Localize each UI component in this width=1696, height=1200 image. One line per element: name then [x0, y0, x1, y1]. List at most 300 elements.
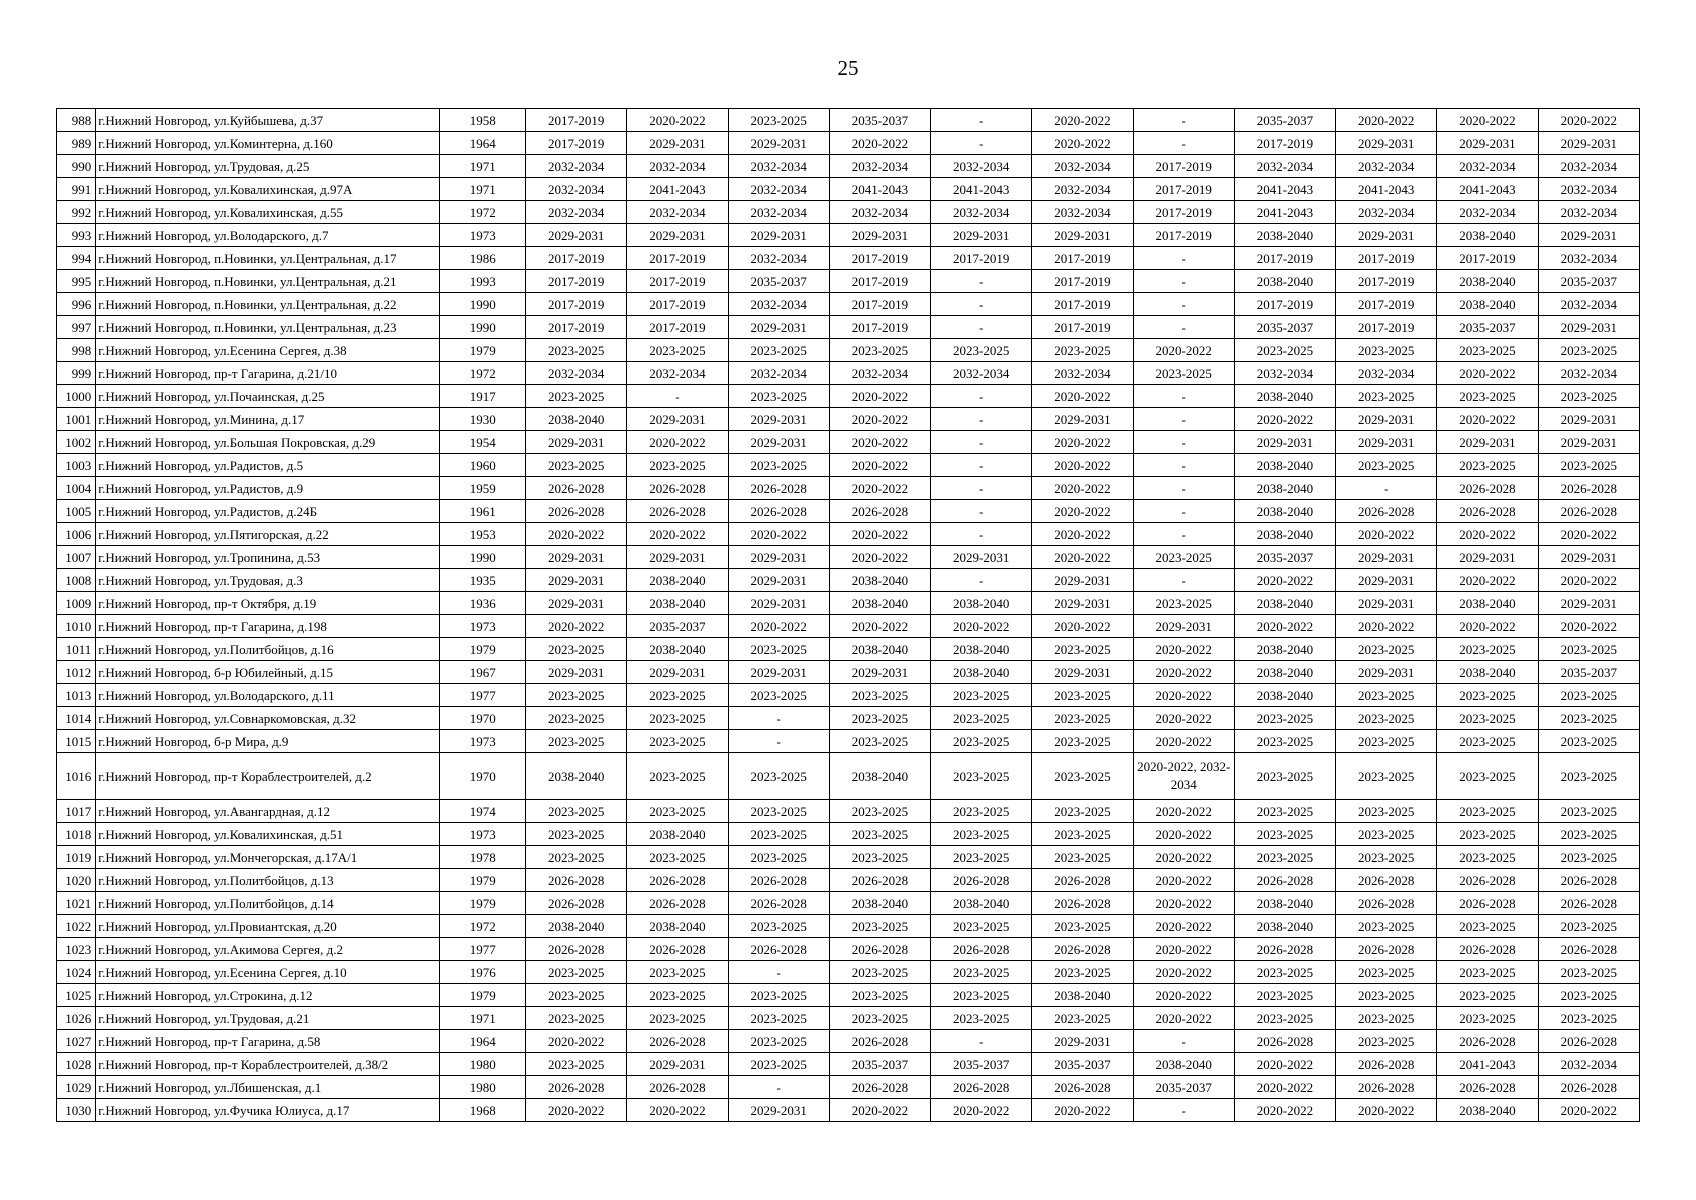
row-number-cell: 1013: [57, 684, 96, 707]
address-cell: г.Нижний Новгород, ул.Политбойцов, д.13: [96, 869, 440, 892]
period-cell: 2026-2028: [728, 500, 829, 523]
row-number-cell: 1005: [57, 500, 96, 523]
address-cell: г.Нижний Новгород, ул.Фучика Юлиуса, д.17: [96, 1099, 440, 1122]
period-cell: 2023-2025: [1437, 800, 1538, 823]
period-cell: 2035-2037: [829, 109, 930, 132]
table-body: [57, 109, 1640, 1122]
build-year-cell: 1980: [440, 1076, 526, 1099]
period-cell: 2023-2025: [1538, 915, 1639, 938]
period-cell: 2023-2025: [728, 915, 829, 938]
period-cell: 2020-2022: [627, 431, 728, 454]
period-cell: 2038-2040: [627, 638, 728, 661]
period-cell: -: [1133, 132, 1234, 155]
period-cell: 2020-2022: [829, 615, 930, 638]
period-cell: 2023-2025: [1234, 707, 1335, 730]
row-number-cell: 999: [57, 362, 96, 385]
period-cell: 2032-2034: [1437, 201, 1538, 224]
table-row: [57, 661, 1640, 684]
table-row: [57, 869, 1640, 892]
build-year-cell: 1993: [440, 270, 526, 293]
period-cell: 2026-2028: [1538, 1030, 1639, 1053]
period-cell: -: [931, 431, 1032, 454]
period-cell: 2017-2019: [931, 247, 1032, 270]
build-year-cell: 1964: [440, 132, 526, 155]
period-cell: 2029-2031: [1538, 592, 1639, 615]
period-cell: 2023-2025: [526, 800, 627, 823]
period-cell: 2032-2034: [1336, 201, 1437, 224]
period-cell: 2032-2034: [1437, 155, 1538, 178]
period-cell: 2038-2040: [627, 592, 728, 615]
period-cell: 2032-2034: [728, 362, 829, 385]
period-cell: 2023-2025: [1032, 800, 1133, 823]
period-cell: 2038-2040: [627, 915, 728, 938]
period-cell: 2026-2028: [1234, 938, 1335, 961]
period-cell: 2026-2028: [1538, 938, 1639, 961]
period-cell: 2020-2022: [1133, 892, 1234, 915]
table-row: [57, 500, 1640, 523]
address-cell: г.Нижний Новгород, пр-т Гагарина, д.58: [96, 1030, 440, 1053]
build-year-cell: 1936: [440, 592, 526, 615]
period-cell: -: [1133, 270, 1234, 293]
period-cell: 2029-2031: [1032, 408, 1133, 431]
build-year-cell: 1958: [440, 109, 526, 132]
page-number: 25: [837, 56, 859, 80]
period-cell: -: [1133, 500, 1234, 523]
period-cell: 2023-2025: [627, 800, 728, 823]
build-year-cell: 1973: [440, 615, 526, 638]
period-cell: -: [1133, 523, 1234, 546]
period-cell: 2023-2025: [728, 385, 829, 408]
period-cell: 2035-2037: [1538, 270, 1639, 293]
period-cell: 2029-2031: [829, 224, 930, 247]
row-number-cell: 1017: [57, 800, 96, 823]
period-cell: 2026-2028: [1538, 892, 1639, 915]
period-cell: 2023-2025: [829, 915, 930, 938]
build-year-cell: 1964: [440, 1030, 526, 1053]
build-year-cell: 1935: [440, 569, 526, 592]
period-cell: 2038-2040: [931, 592, 1032, 615]
period-cell: 2023-2025: [1538, 1007, 1639, 1030]
row-number-cell: 1020: [57, 869, 96, 892]
row-number-cell: 1001: [57, 408, 96, 431]
period-cell: 2029-2031: [1336, 132, 1437, 155]
period-cell: 2029-2031: [1032, 592, 1133, 615]
period-cell: 2023-2025: [627, 961, 728, 984]
build-year-cell: 1979: [440, 869, 526, 892]
period-cell: -: [931, 385, 1032, 408]
address-cell: г.Нижний Новгород, пр-т Октября, д.19: [96, 592, 440, 615]
period-cell: 2017-2019: [627, 293, 728, 316]
period-cell: 2029-2031: [728, 569, 829, 592]
period-cell: 2038-2040: [829, 638, 930, 661]
table-row: [57, 938, 1640, 961]
period-cell: 2020-2022: [829, 1099, 930, 1122]
period-cell: 2038-2040: [627, 569, 728, 592]
period-cell: 2017-2019: [1437, 247, 1538, 270]
period-cell: 2023-2025: [931, 730, 1032, 753]
period-cell: 2023-2025: [931, 707, 1032, 730]
period-cell: 2023-2025: [1538, 800, 1639, 823]
address-cell: г.Нижний Новгород, ул.Радистов, д.24Б: [96, 500, 440, 523]
period-cell: 2029-2031: [627, 1053, 728, 1076]
period-cell: 2029-2031: [526, 661, 627, 684]
period-cell: 2023-2025: [829, 823, 930, 846]
period-cell: 2029-2031: [1336, 546, 1437, 569]
period-cell: 2038-2040: [627, 823, 728, 846]
row-number-cell: 1007: [57, 546, 96, 569]
period-cell: 2029-2031: [526, 592, 627, 615]
period-cell: 2020-2022: [1336, 109, 1437, 132]
period-cell: 2041-2043: [627, 178, 728, 201]
build-year-cell: 1954: [440, 431, 526, 454]
period-cell: 2032-2034: [931, 155, 1032, 178]
row-number-cell: 1011: [57, 638, 96, 661]
period-cell: 2026-2028: [1234, 869, 1335, 892]
period-cell: 2029-2031: [1538, 316, 1639, 339]
address-cell: г.Нижний Новгород, ул.Почаинская, д.25: [96, 385, 440, 408]
build-year-cell: 1971: [440, 155, 526, 178]
period-cell: 2023-2025: [526, 730, 627, 753]
period-cell: 2017-2019: [1234, 132, 1335, 155]
period-cell: 2017-2019: [627, 247, 728, 270]
build-year-cell: 1990: [440, 546, 526, 569]
period-cell: 2023-2025: [728, 846, 829, 869]
period-cell: 2020-2022: [1437, 523, 1538, 546]
period-cell: 2032-2034: [1336, 362, 1437, 385]
row-number-cell: 996: [57, 293, 96, 316]
period-cell: 2029-2031: [526, 224, 627, 247]
table-row: [57, 408, 1640, 431]
table-row: [57, 201, 1640, 224]
period-cell: 2026-2028: [1538, 1076, 1639, 1099]
period-cell: 2038-2040: [829, 592, 930, 615]
period-cell: 2020-2022: [526, 1030, 627, 1053]
address-cell: г.Нижний Новгород, ул.Трудовая, д.3: [96, 569, 440, 592]
period-cell: 2029-2031: [627, 408, 728, 431]
period-cell: 2029-2031: [627, 661, 728, 684]
period-cell: 2035-2037: [1234, 109, 1335, 132]
period-cell: 2023-2025: [1336, 915, 1437, 938]
address-cell: г.Нижний Новгород, ул.Ковалихинская, д.55: [96, 201, 440, 224]
period-cell: 2023-2025: [829, 730, 930, 753]
period-cell: 2029-2031: [1538, 408, 1639, 431]
address-cell: г.Нижний Новгород, ул.Минина, д.17: [96, 408, 440, 431]
address-cell: г.Нижний Новгород, ул.Радистов, д.9: [96, 477, 440, 500]
period-cell: 2017-2019: [1336, 316, 1437, 339]
period-cell: 2023-2025: [526, 961, 627, 984]
period-cell: 2020-2022: [1032, 109, 1133, 132]
period-cell: 2023-2025: [829, 684, 930, 707]
table-row: [57, 247, 1640, 270]
build-year-cell: 1972: [440, 915, 526, 938]
build-year-cell: 1972: [440, 362, 526, 385]
row-number-cell: 1021: [57, 892, 96, 915]
period-cell: 2020-2022: [728, 615, 829, 638]
period-cell: 2020-2022: [829, 477, 930, 500]
period-cell: 2023-2025: [627, 707, 728, 730]
build-year-cell: 1971: [440, 1007, 526, 1030]
period-cell: 2032-2034: [728, 293, 829, 316]
period-cell: 2038-2040: [1234, 592, 1335, 615]
period-cell: 2029-2031: [526, 546, 627, 569]
period-cell: 2023-2025: [1437, 984, 1538, 1007]
period-cell: 2023-2025: [1336, 800, 1437, 823]
period-cell: 2029-2031: [931, 546, 1032, 569]
period-cell: 2041-2043: [1234, 201, 1335, 224]
period-cell: 2020-2022: [829, 546, 930, 569]
period-cell: 2023-2025: [728, 109, 829, 132]
period-cell: 2029-2031: [1336, 431, 1437, 454]
period-cell: 2026-2028: [1336, 500, 1437, 523]
period-cell: 2020-2022: [931, 1099, 1032, 1122]
period-cell: -: [931, 316, 1032, 339]
period-cell: 2023-2025: [1538, 638, 1639, 661]
build-year-cell: 1930: [440, 408, 526, 431]
period-cell: 2032-2034: [1032, 201, 1133, 224]
period-cell: 2032-2034: [1032, 155, 1133, 178]
period-cell: 2026-2028: [1336, 1076, 1437, 1099]
period-cell: 2038-2040: [1234, 500, 1335, 523]
build-year-cell: 1979: [440, 892, 526, 915]
period-cell: 2017-2019: [829, 293, 930, 316]
period-cell: 2020-2022: [1133, 823, 1234, 846]
period-cell: 2032-2034: [526, 155, 627, 178]
period-cell: 2032-2034: [931, 201, 1032, 224]
period-cell: 2032-2034: [728, 247, 829, 270]
period-cell: 2020-2022: [1133, 869, 1234, 892]
address-cell: г.Нижний Новгород, ул.Строкина, д.12: [96, 984, 440, 1007]
address-cell: г.Нижний Новгород, ул.Есенина Сергея, д.10: [96, 961, 440, 984]
period-cell: 2023-2025: [1336, 638, 1437, 661]
row-number-cell: 989: [57, 132, 96, 155]
period-cell: -: [1133, 247, 1234, 270]
table-row: [57, 155, 1640, 178]
period-cell: 2020-2022: [1133, 800, 1234, 823]
period-cell: 2038-2040: [829, 892, 930, 915]
period-cell: 2023-2025: [829, 339, 930, 362]
period-cell: 2032-2034: [1336, 155, 1437, 178]
period-cell: 2029-2031: [627, 132, 728, 155]
row-number-cell: 997: [57, 316, 96, 339]
row-number-cell: 1012: [57, 661, 96, 684]
table-row: [57, 892, 1640, 915]
row-number-cell: 1028: [57, 1053, 96, 1076]
period-cell: 2026-2028: [728, 869, 829, 892]
period-cell: 2020-2022: [1133, 938, 1234, 961]
build-year-cell: 1977: [440, 938, 526, 961]
period-cell: 2035-2037: [1538, 661, 1639, 684]
table-row: [57, 477, 1640, 500]
period-cell: 2038-2040: [1234, 270, 1335, 293]
period-cell: 2020-2022: [1032, 500, 1133, 523]
period-cell: -: [728, 961, 829, 984]
address-cell: г.Нижний Новгород, ул.Авангардная, д.12: [96, 800, 440, 823]
period-cell: -: [728, 1076, 829, 1099]
period-cell: 2026-2028: [1538, 869, 1639, 892]
build-year-cell: 1970: [440, 707, 526, 730]
period-cell: 2023-2025: [931, 684, 1032, 707]
build-year-cell: 1976: [440, 961, 526, 984]
address-cell: г.Нижний Новгород, ул.Провиантская, д.20: [96, 915, 440, 938]
period-cell: 2017-2019: [1032, 316, 1133, 339]
period-cell: -: [1133, 454, 1234, 477]
period-cell: 2026-2028: [526, 1076, 627, 1099]
table-row: [57, 339, 1640, 362]
period-cell: 2038-2040: [1234, 638, 1335, 661]
row-number-cell: 1030: [57, 1099, 96, 1122]
period-cell: 2023-2025: [931, 846, 1032, 869]
period-cell: 2032-2034: [829, 362, 930, 385]
period-cell: 2020-2022: [1437, 362, 1538, 385]
period-cell: 2023-2025: [1538, 984, 1639, 1007]
period-cell: 2026-2028: [1538, 500, 1639, 523]
table-row: [57, 730, 1640, 753]
build-year-cell: 1990: [440, 293, 526, 316]
period-cell: 2017-2019: [1133, 155, 1234, 178]
period-cell: 2023-2025: [931, 823, 1032, 846]
period-cell: 2023-2025: [526, 638, 627, 661]
address-cell: г.Нижний Новгород, ул.Ковалихинская, д.51: [96, 823, 440, 846]
period-cell: 2032-2034: [728, 201, 829, 224]
period-cell: 2020-2022, 2032-2034: [1133, 753, 1234, 800]
period-cell: 2023-2025: [1437, 385, 1538, 408]
period-cell: 2020-2022: [526, 615, 627, 638]
period-cell: 2029-2031: [627, 546, 728, 569]
period-cell: 2023-2025: [1336, 454, 1437, 477]
period-cell: 2020-2022: [1538, 523, 1639, 546]
row-number-cell: 995: [57, 270, 96, 293]
build-year-cell: 1968: [440, 1099, 526, 1122]
build-year-cell: 1979: [440, 339, 526, 362]
period-cell: 2023-2025: [1336, 961, 1437, 984]
period-cell: 2026-2028: [526, 869, 627, 892]
period-cell: 2017-2019: [526, 270, 627, 293]
period-cell: 2029-2031: [728, 316, 829, 339]
period-cell: 2017-2019: [1336, 247, 1437, 270]
row-number-cell: 1024: [57, 961, 96, 984]
period-cell: 2026-2028: [931, 938, 1032, 961]
period-cell: 2023-2025: [627, 339, 728, 362]
period-cell: 2023-2025: [1437, 730, 1538, 753]
period-cell: 2020-2022: [1133, 961, 1234, 984]
period-cell: 2026-2028: [627, 938, 728, 961]
address-cell: г.Нижний Новгород, ул.Акимова Сергея, д.2: [96, 938, 440, 961]
period-cell: 2038-2040: [1234, 661, 1335, 684]
period-cell: -: [1133, 1099, 1234, 1122]
period-cell: 2017-2019: [1032, 247, 1133, 270]
period-cell: 2020-2022: [1234, 615, 1335, 638]
period-cell: 2032-2034: [1234, 155, 1335, 178]
period-cell: 2017-2019: [526, 293, 627, 316]
period-cell: 2020-2022: [1032, 431, 1133, 454]
period-cell: 2038-2040: [1437, 661, 1538, 684]
period-cell: 2026-2028: [931, 869, 1032, 892]
period-cell: 2020-2022: [1234, 1053, 1335, 1076]
period-cell: 2023-2025: [1032, 915, 1133, 938]
period-cell: 2038-2040: [931, 638, 1032, 661]
period-cell: -: [931, 454, 1032, 477]
period-cell: 2029-2031: [728, 592, 829, 615]
table-row: [57, 1007, 1640, 1030]
period-cell: 2029-2031: [1336, 224, 1437, 247]
period-cell: 2023-2025: [728, 1030, 829, 1053]
period-cell: 2032-2034: [728, 155, 829, 178]
period-cell: 2023-2025: [1336, 1030, 1437, 1053]
period-cell: -: [728, 730, 829, 753]
period-cell: 2026-2028: [1437, 1030, 1538, 1053]
period-cell: 2020-2022: [1437, 408, 1538, 431]
period-cell: 2026-2028: [1336, 892, 1437, 915]
period-cell: 2020-2022: [1437, 569, 1538, 592]
row-number-cell: 1014: [57, 707, 96, 730]
period-cell: 2023-2025: [1538, 823, 1639, 846]
address-cell: г.Нижний Новгород, ул.Коминтерна, д.160: [96, 132, 440, 155]
period-cell: 2026-2028: [1234, 1030, 1335, 1053]
period-cell: 2023-2025: [1133, 546, 1234, 569]
period-cell: 2035-2037: [1032, 1053, 1133, 1076]
row-number-cell: 993: [57, 224, 96, 247]
address-cell: г.Нижний Новгород, ул.Пятигорская, д.22: [96, 523, 440, 546]
address-cell: г.Нижний Новгород, ул.Лбишенская, д.1: [96, 1076, 440, 1099]
period-cell: 2029-2031: [1032, 1030, 1133, 1053]
table-row: [57, 523, 1640, 546]
period-cell: 2023-2025: [728, 638, 829, 661]
period-cell: 2035-2037: [1234, 546, 1335, 569]
period-cell: 2023-2025: [1336, 684, 1437, 707]
period-cell: 2023-2025: [526, 984, 627, 1007]
address-cell: г.Нижний Новгород, ул.Трудовая, д.21: [96, 1007, 440, 1030]
build-year-cell: 1979: [440, 638, 526, 661]
period-cell: 2029-2031: [1032, 569, 1133, 592]
period-cell: 2020-2022: [1336, 1099, 1437, 1122]
period-cell: 2029-2031: [728, 661, 829, 684]
period-cell: 2038-2040: [1234, 523, 1335, 546]
address-cell: г.Нижний Новгород, п.Новинки, ул.Центральная, д.21: [96, 270, 440, 293]
period-cell: -: [1133, 569, 1234, 592]
table-row: [57, 293, 1640, 316]
period-cell: 2035-2037: [627, 615, 728, 638]
period-cell: 2023-2025: [526, 846, 627, 869]
address-cell: г.Нижний Новгород, ул.Есенина Сергея, д.38: [96, 339, 440, 362]
period-cell: 2020-2022: [1032, 615, 1133, 638]
period-cell: 2020-2022: [1234, 1099, 1335, 1122]
period-cell: 2023-2025: [526, 823, 627, 846]
build-year-cell: 1967: [440, 661, 526, 684]
table-row: [57, 178, 1640, 201]
row-number-cell: 1004: [57, 477, 96, 500]
address-cell: г.Нижний Новгород, ул.Большая Покровская, д.29: [96, 431, 440, 454]
period-cell: 2038-2040: [1437, 270, 1538, 293]
period-cell: 2026-2028: [829, 869, 930, 892]
table-row: [57, 454, 1640, 477]
row-number-cell: 1029: [57, 1076, 96, 1099]
period-cell: 2023-2025: [1032, 339, 1133, 362]
period-cell: 2023-2025: [1437, 684, 1538, 707]
period-cell: 2029-2031: [728, 132, 829, 155]
address-cell: г.Нижний Новгород, ул.Радистов, д.5: [96, 454, 440, 477]
row-number-cell: 1002: [57, 431, 96, 454]
table-row: [57, 753, 1640, 800]
period-cell: 2020-2022: [1538, 1099, 1639, 1122]
row-number-cell: 1000: [57, 385, 96, 408]
period-cell: 2029-2031: [1437, 132, 1538, 155]
period-cell: 2038-2040: [1234, 892, 1335, 915]
period-cell: 2020-2022: [1133, 1007, 1234, 1030]
period-cell: -: [1133, 293, 1234, 316]
period-cell: 2023-2025: [931, 984, 1032, 1007]
table-row: [57, 132, 1640, 155]
row-number-cell: 1026: [57, 1007, 96, 1030]
